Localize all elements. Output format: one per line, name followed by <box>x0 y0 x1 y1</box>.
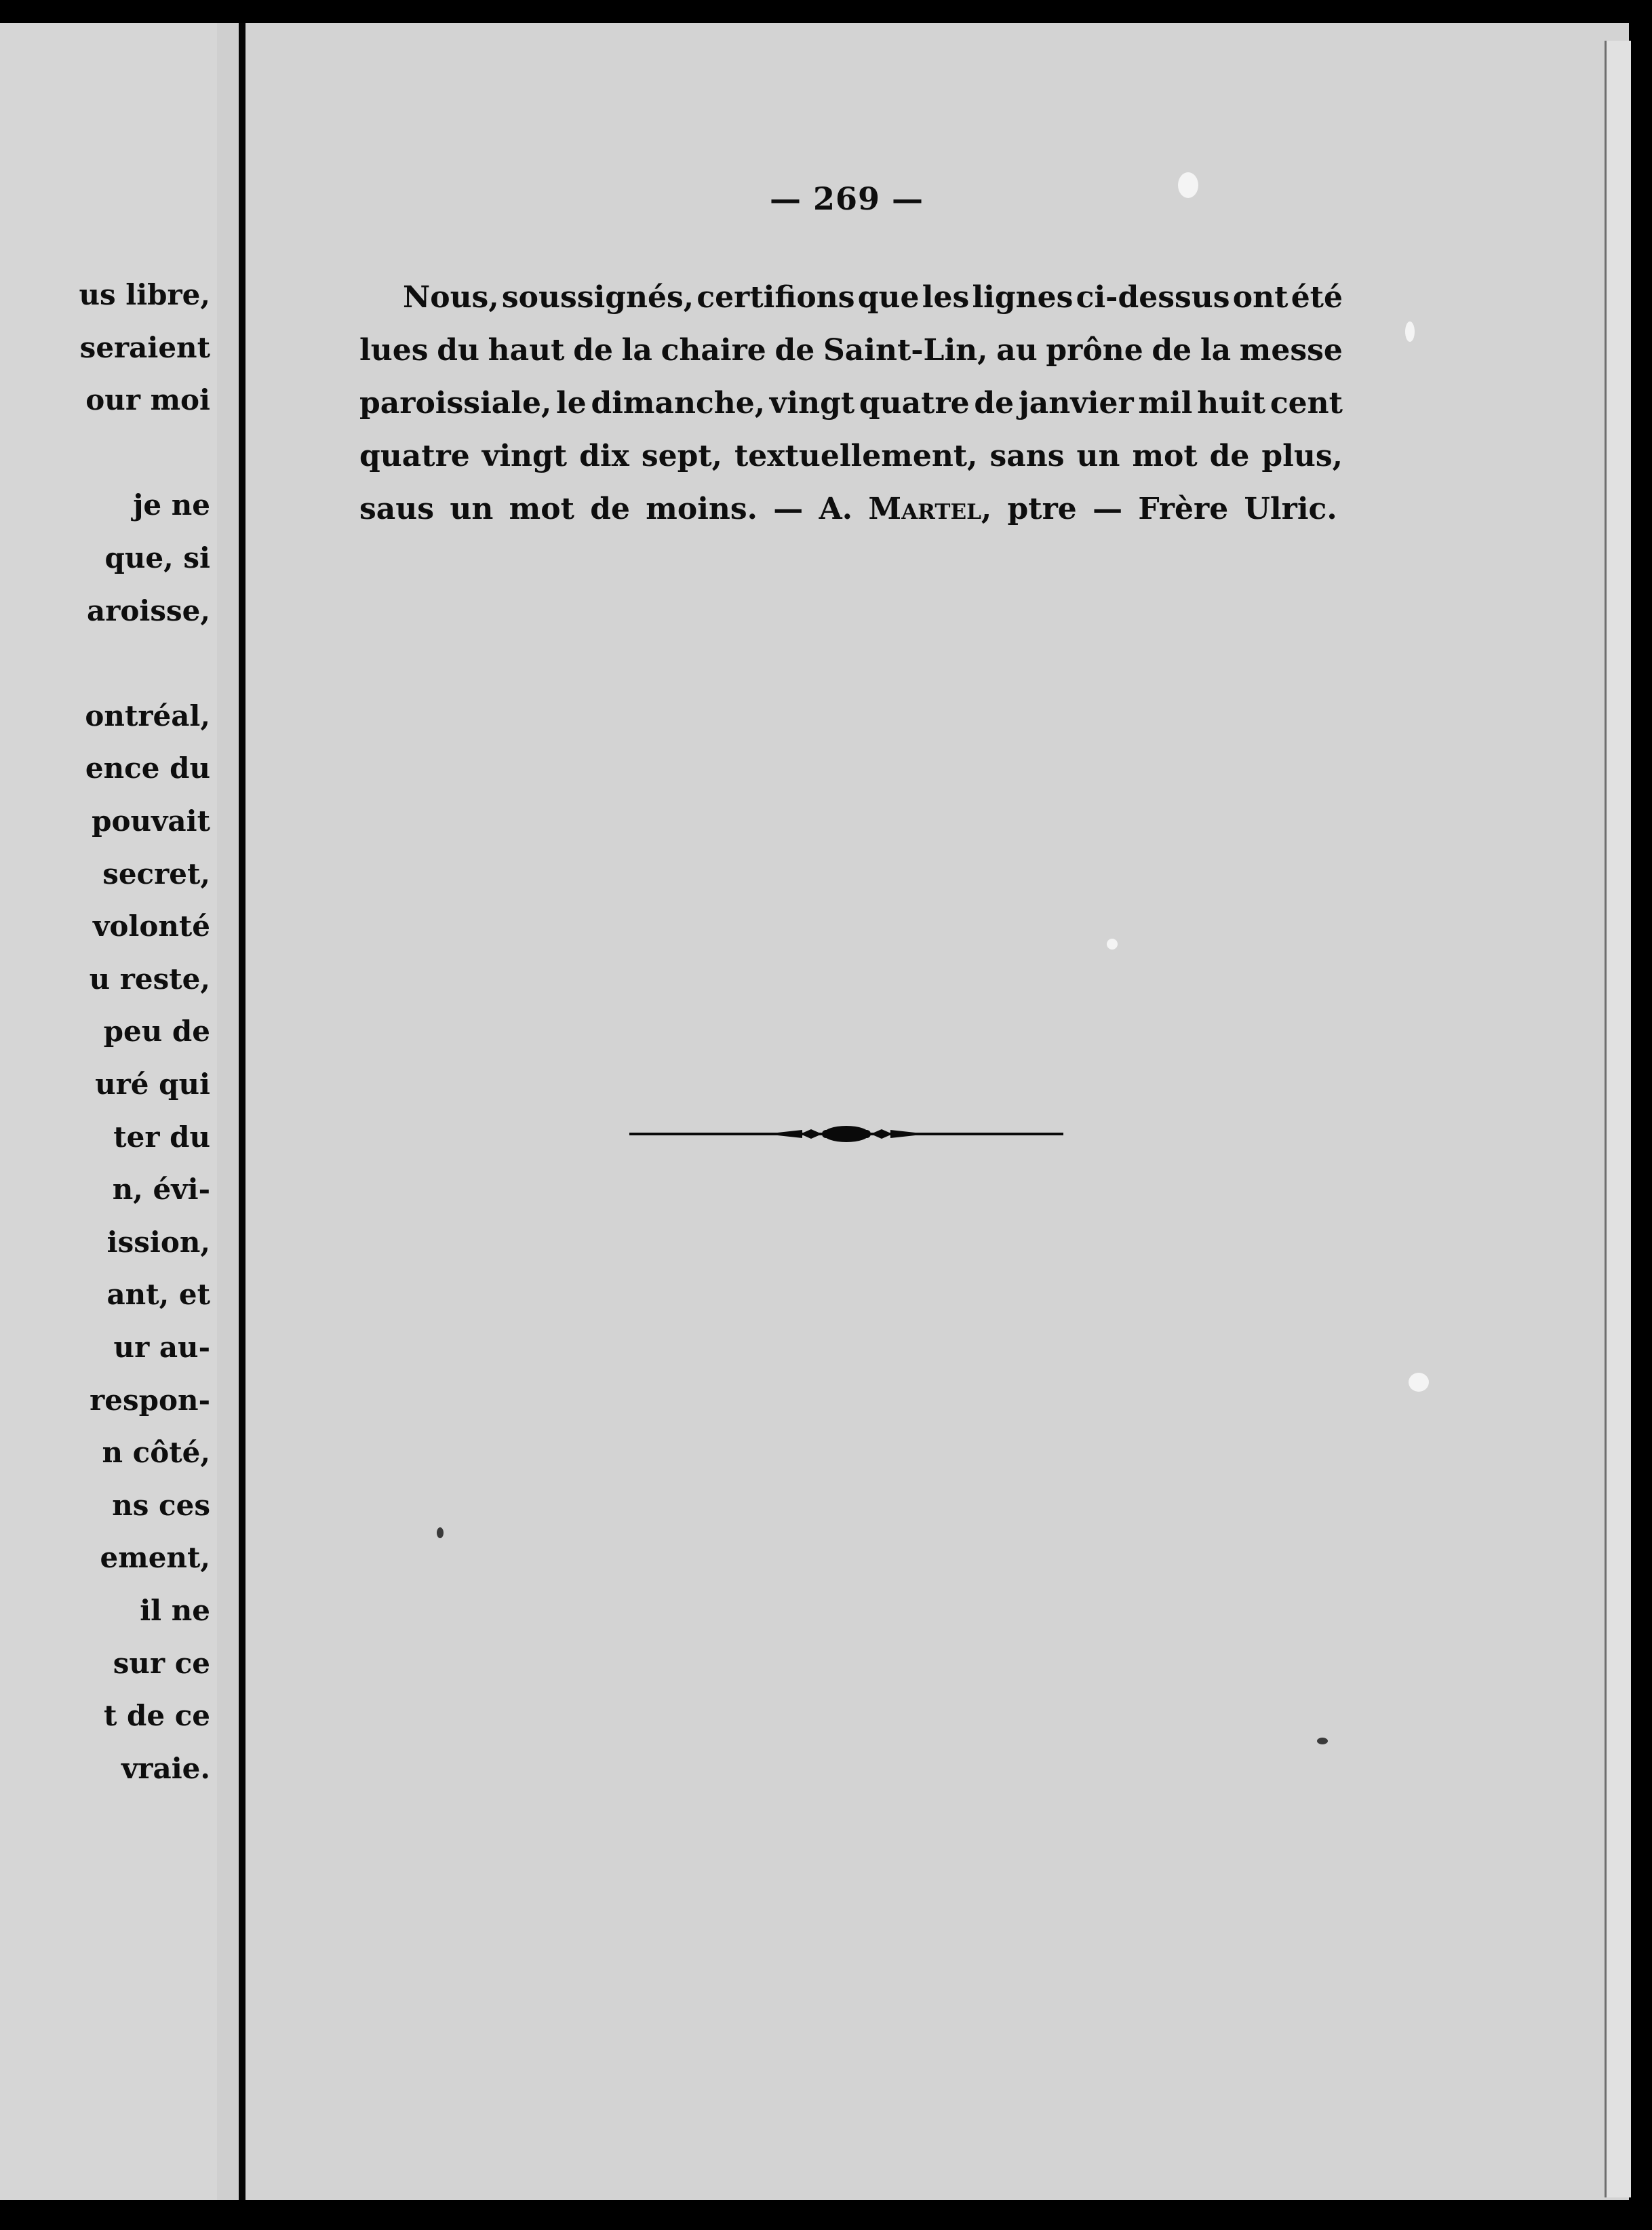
left-page-line: ontréal, <box>85 699 210 732</box>
author-name: Martel <box>868 492 981 526</box>
decorative-divider <box>629 1120 1063 1148</box>
word: un <box>1076 439 1120 473</box>
left-page-line: us libre, <box>79 278 210 311</box>
word: haut <box>488 333 565 368</box>
word: mil <box>1138 386 1193 420</box>
left-facing-page <box>0 23 217 2200</box>
word: de <box>974 386 1015 420</box>
word: de <box>774 333 815 368</box>
left-page-line: vraie. <box>121 1751 210 1785</box>
left-page-line: n côté, <box>102 1436 210 1470</box>
word: du <box>437 333 479 368</box>
word: huit <box>1197 386 1266 420</box>
left-page-line: n, évi- <box>112 1173 210 1207</box>
last-line-prefix: saus un mot de moins. — A. <box>359 492 869 526</box>
word: prône <box>1046 333 1143 368</box>
text-line-5 <box>359 483 1343 536</box>
word: été <box>1291 280 1343 315</box>
left-page-line: ement, <box>100 1541 210 1575</box>
text-line-4 <box>359 430 1343 483</box>
left-page-line: ns ces <box>112 1488 210 1522</box>
word: vingt <box>481 439 568 473</box>
word: ci-dessus <box>1076 280 1230 315</box>
left-page-line: t de ce <box>103 1699 210 1733</box>
text-line-1 <box>359 271 1343 324</box>
last-line-suffix: , ptre — Frère Ulric. <box>981 492 1337 526</box>
word: messe <box>1239 333 1343 368</box>
certification-paragraph <box>359 271 1343 536</box>
word: quatre <box>859 386 970 420</box>
word: certifions <box>696 280 855 315</box>
text-line-3 <box>359 377 1343 430</box>
word: cent <box>1270 386 1343 420</box>
left-page-line: seraient <box>79 330 210 364</box>
word: de <box>573 333 613 368</box>
left-page-line: ence du <box>85 751 210 785</box>
left-page-line: respon- <box>90 1383 210 1417</box>
word: sept, <box>641 439 722 473</box>
left-page-line: volonté <box>92 909 210 943</box>
word: mot <box>1132 439 1198 473</box>
word: au <box>996 333 1038 368</box>
left-page-line: ant, et <box>106 1278 210 1312</box>
word: de <box>1152 333 1192 368</box>
word: textuellement, <box>734 439 978 473</box>
left-page-line: aroisse, <box>87 593 210 627</box>
word: les <box>922 280 970 315</box>
word: vingt <box>769 386 855 420</box>
left-page-line: que, si <box>104 541 210 574</box>
text-line-2 <box>359 324 1343 377</box>
word: plus, <box>1261 439 1343 473</box>
left-page-line: ission, <box>106 1225 210 1259</box>
word: la <box>621 333 652 368</box>
word: lues <box>359 333 429 368</box>
gutter-shadow-line <box>239 23 245 2200</box>
word: que <box>857 280 920 315</box>
word: le <box>556 386 587 420</box>
word: Saint-Lin, <box>823 333 988 368</box>
word: soussignés, <box>501 280 694 315</box>
word: lignes <box>972 280 1074 315</box>
page-edge <box>1605 41 1631 2197</box>
left-page-line: secret, <box>102 857 210 891</box>
word: la <box>1200 333 1232 368</box>
left-page-line: je ne <box>133 488 210 522</box>
word: janvier <box>1018 386 1134 420</box>
left-page-line: ter du <box>113 1120 210 1154</box>
word: chaire <box>661 333 766 368</box>
left-page-line: uré qui <box>95 1068 210 1101</box>
word: quatre <box>359 439 470 473</box>
left-page-line: peu de <box>103 1015 210 1049</box>
word: dimanche, <box>591 386 766 420</box>
left-page-line: sur ce <box>113 1646 210 1680</box>
left-page-line: pouvait <box>92 804 210 838</box>
page-number: — 269 — <box>770 180 924 217</box>
word: sans <box>989 439 1065 473</box>
left-page-line: our moi <box>85 383 210 417</box>
word: ont <box>1232 280 1289 315</box>
word: Nous, <box>403 280 499 315</box>
left-page-line: u reste, <box>89 962 210 996</box>
word: de <box>1209 439 1250 473</box>
word: dix <box>579 439 629 473</box>
left-page-line: il ne <box>140 1594 210 1627</box>
left-page-line: ur au- <box>113 1331 210 1364</box>
word: paroissiale, <box>359 386 552 420</box>
